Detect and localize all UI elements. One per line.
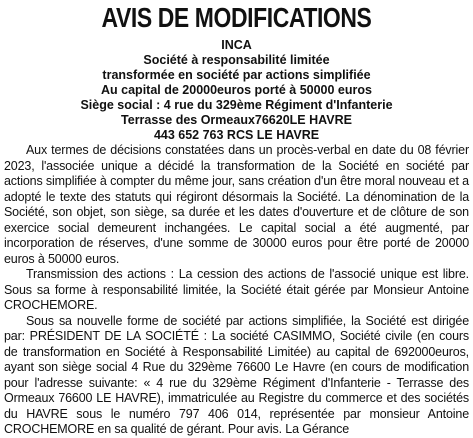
- company-address-line2: Terrasse des Ormeaux76620LE HAVRE: [121, 113, 352, 127]
- company-capital: Au capital de 20000euros porté à 50000 euros: [101, 83, 372, 97]
- paragraph-transmission: Transmission des actions : La cession des actions de l'associé unique est libre. Sous sa forme à responsabilité limitée, la Société était gérée par Monsieur Antoine CROCHEMORE.: [4, 267, 469, 312]
- company-transformation: transformée en société par actions simplifiée: [102, 68, 371, 82]
- notice-title: AVIS DE MODIFICATIONS: [101, 2, 372, 33]
- company-registration: 443 652 763 RCS LE HAVRE: [153, 128, 320, 142]
- company-header: [4, 38, 469, 143]
- company-name: INCA: [221, 38, 252, 52]
- company-address-line1: Siège social : 4 rue du 329ème Régiment d'Infanterie: [80, 98, 393, 112]
- company-legal-form: Société à responsabilité limitée: [143, 53, 330, 67]
- paragraph-president: Sous sa nouvelle forme de société par actions simplifiée, la Société est dirigée par: PRÉSIDENT DE LA SOCIÉTÉ : La société CASIMMO, Société civile (en cours de transformation en Société à Responsabilité Limitée) au capital de 692000euros, ayant son siège social 4 Rue du 329ème 76600 Le Havre (en cours de modification pour l'adresse suivante: « 4 rue du 329ème Régiment d'Infanterie - Terrasse des Ormeaux 76600 LE HAVRE), immatriculée au Registre du commerce et des sociétés du HAVRE sous le numéro 797 406 014, représentée par monsieur Antoine CROCHEMORE en sa qualité de gérant. Pour avis. La Gérance: [4, 313, 469, 436]
- notice-body: [4, 143, 469, 438]
- paragraph-decisions: Aux termes de décisions constatées dans un procès-verbal en date du 08 février 2023, l'associée unique a décidé la transformation de la Société en société par actions simplifiée à compter du même jour, sans création d'un être moral nouveau et a adopté le texte des statuts qui régiront désormais la Société. La dénomination de la Société, son objet, son siège, sa durée et les dates d'ouverture et de clôture de son exercice social demeurent inchangées. Le capital social a été augmenté, par incorporation de réserves, d'une somme de 30000 euros pour être porté de 20000 euros à 50000 euros.: [4, 143, 469, 266]
